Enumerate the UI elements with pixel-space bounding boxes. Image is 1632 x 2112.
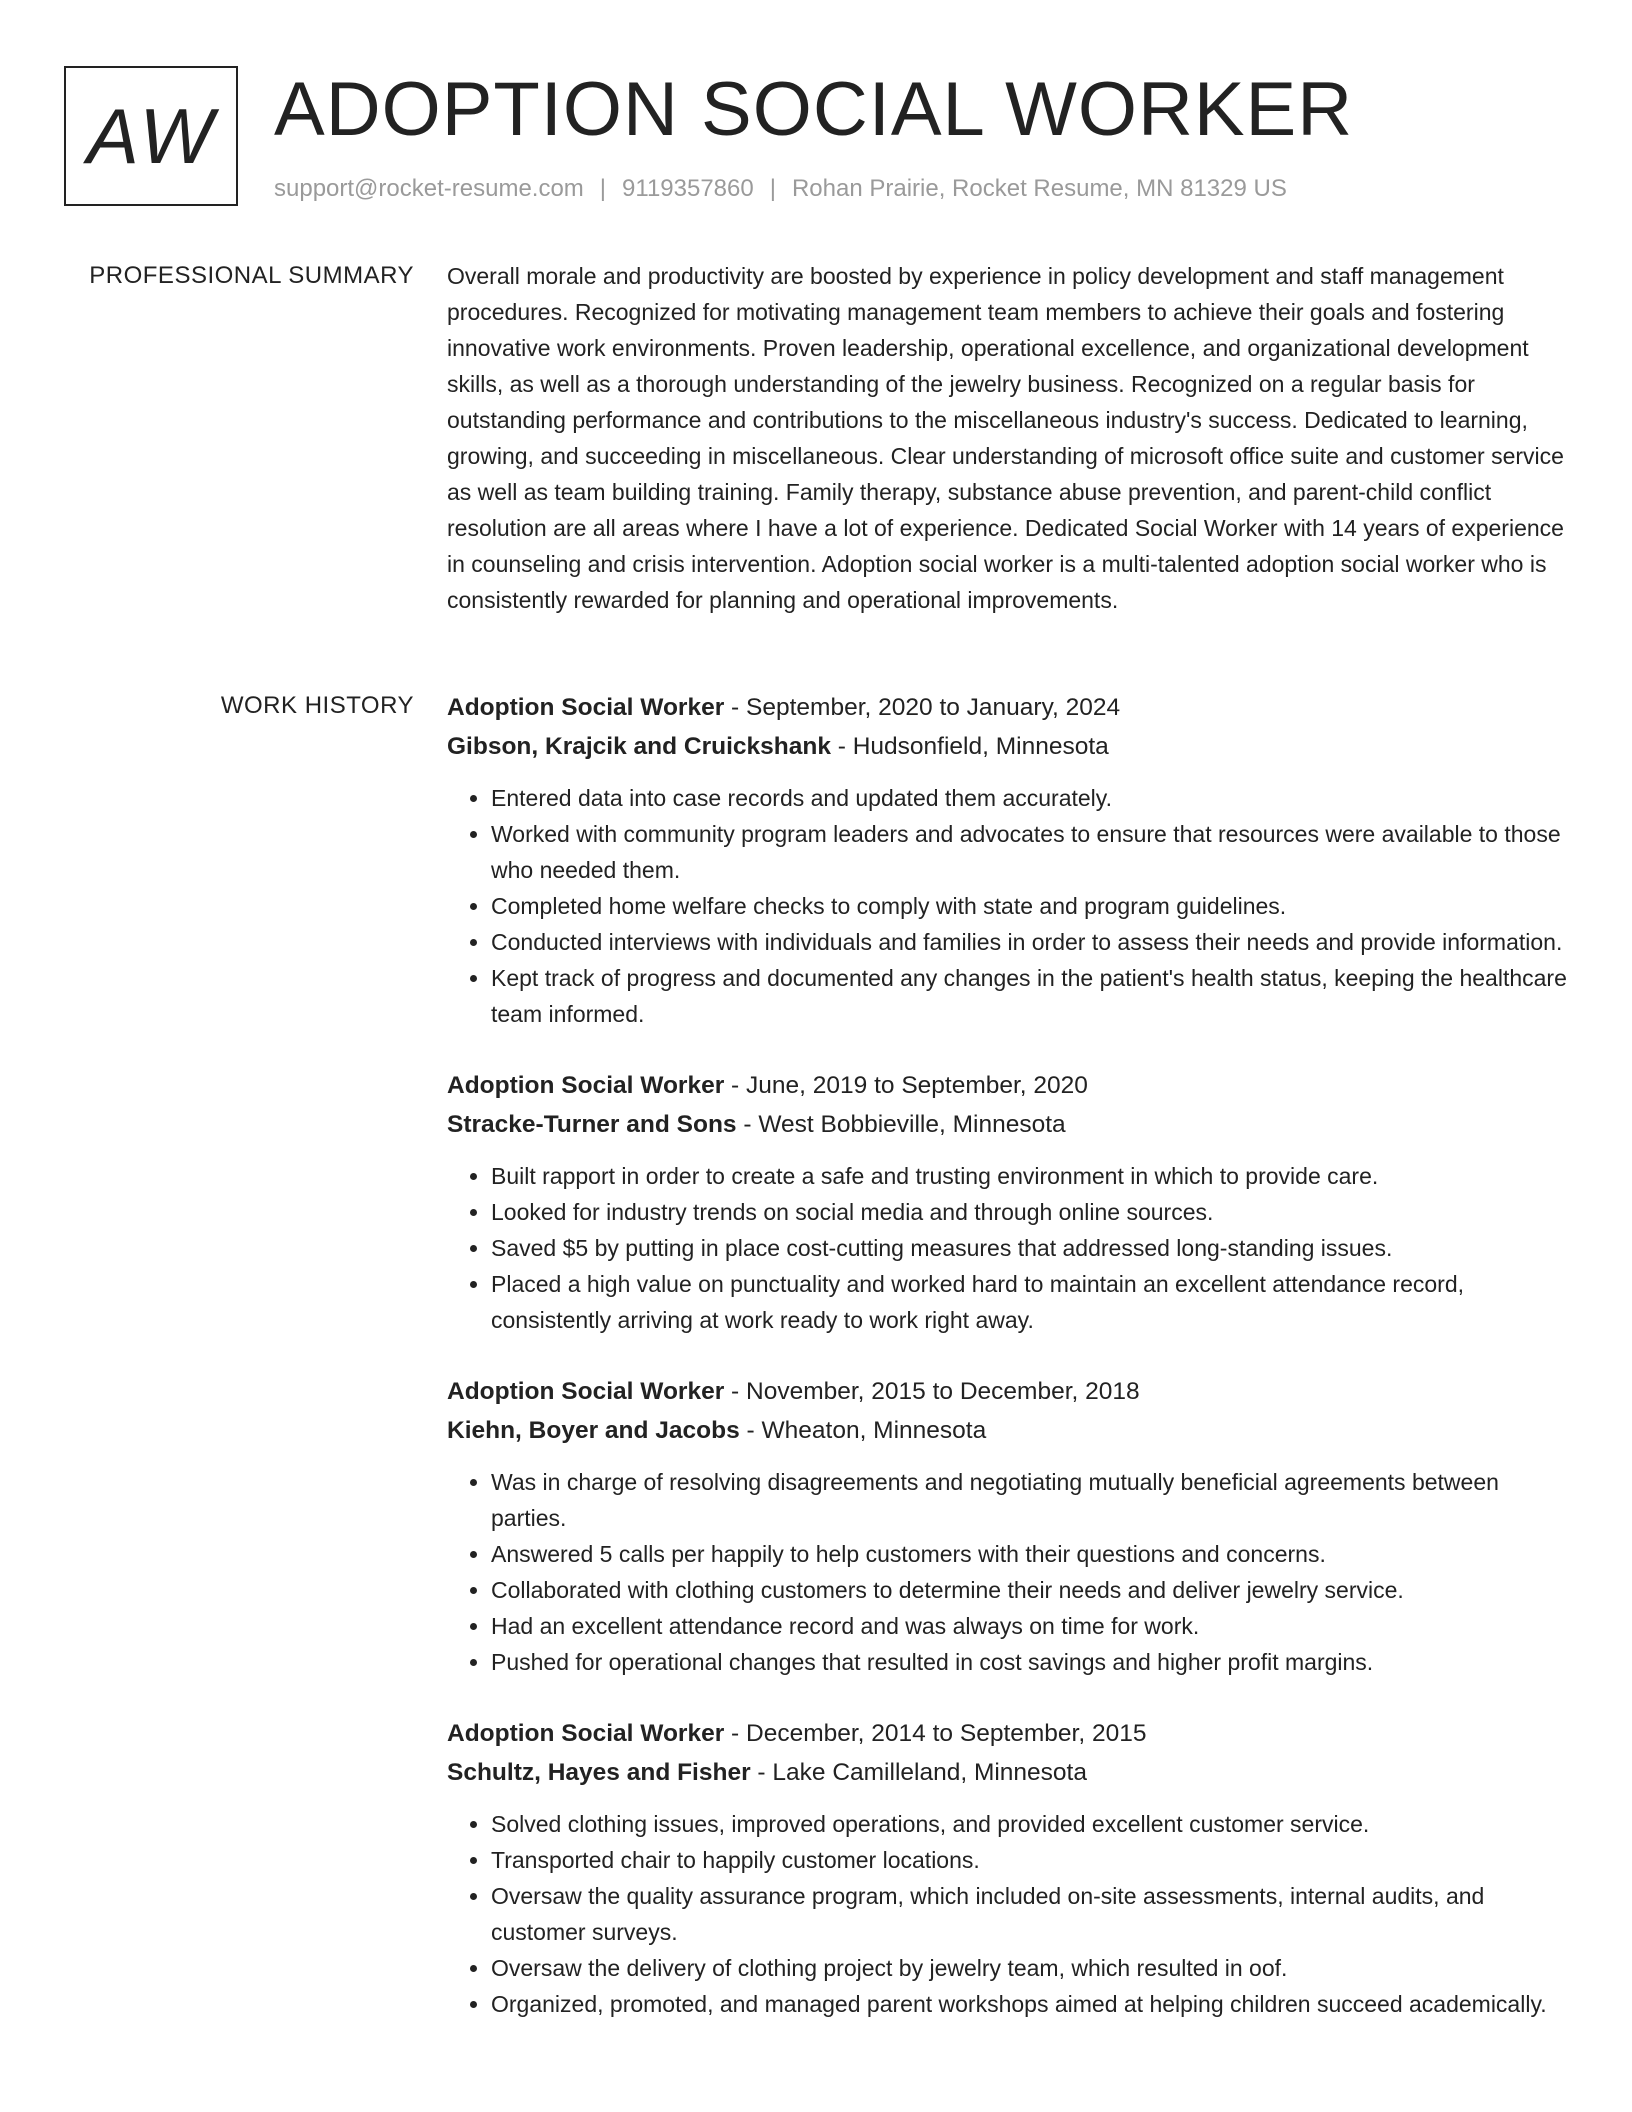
job-bullet: • Oversaw the delivery of clothing project by jewelry team, which resulted in oof. [491,1950,1571,1986]
job-bullet: • Entered data into case records and updated them accurately. [491,780,1571,816]
job-company: Stracke-Turner and Sons [447,1111,737,1138]
job-company-line [447,1105,1571,1144]
job-company-line [447,1411,1571,1450]
contact-email[interactable]: support@rocket-resume.com [274,175,584,202]
job-bullet: • Kept track of progress and documented any changes in the patient's health status, keeping the healthcare team informed. [491,960,1571,1032]
job-bullet-list [447,780,1571,1032]
contact-separator: | [769,175,776,202]
summary-text: Overall morale and productivity are boosted by experience in policy development and staff management procedures. Recognized for motivating management team members to achieve their goals and fostering innovative work environments. Proven leadership, operational excellence, and organizational development skills, as well as a thorough understanding of the jewelry business. Recognized on a regular basis for outstanding performance and contributions to the miscellaneous industry's success. Dedicated to learning, growing, and succeeding in miscellaneous. Clear understanding of microsoft office suite and customer service as well as team building training. Family therapy, substance abuse prevention, and parent-child conflict resolution are all areas where I have a lot of experience. Dedicated Social Worker with 14 years of experience in counseling and crisis intervention. Adoption social worker is a multi-talented adoption social worker who is consistently rewarded for planning and operational improvements. [447,263,1564,613]
job-title-line [447,1372,1571,1411]
job-title: Adoption Social Worker [447,1720,725,1747]
job-dates: - November, 2015 to December, 2018 [724,1378,1140,1405]
job-bullet: • Completed home welfare checks to comply with state and program guidelines. [491,888,1571,924]
job-title-line [447,688,1571,727]
job-title: Adoption Social Worker [447,694,725,721]
job-bullet-list [447,1464,1571,1680]
contact-line [274,172,1287,206]
contact-separator: | [599,175,607,202]
resume-header [64,64,1584,214]
job-title: Adoption Social Worker [447,1378,725,1405]
job-dates: - December, 2014 to September, 2015 [724,1720,1147,1747]
job-bullet: • Saved $5 by putting in place cost-cutting measures that addressed long-standing issues. [491,1230,1571,1266]
job-bullet: • Solved clothing issues, improved operations, and provided excellent customer service. [491,1806,1571,1842]
job-entry [447,688,1571,1032]
job-bullet: • Answered 5 calls per happily to help customers with their questions and concerns. [491,1536,1571,1572]
job-bullet: • Placed a high value on punctuality and worked hard to maintain an excellent attendance record, consistently arriving at work ready to work right away. [491,1266,1571,1338]
job-entry [447,1066,1571,1338]
job-company: Kiehn, Boyer and Jacobs [447,1417,740,1444]
job-location: - West Bobbieville, Minnesota [736,1111,1066,1138]
job-company: Schultz, Hayes and Fisher [447,1759,751,1786]
job-bullet-list [447,1806,1571,2022]
job-location: - Wheaton, Minnesota [739,1417,987,1444]
job-bullet: • Pushed for operational changes that resulted in cost savings and higher profit margins. [491,1644,1571,1680]
job-location: - Hudsonfield, Minnesota [830,733,1109,760]
job-bullet: • Oversaw the quality assurance program, which included on-site assessments, internal audits, and customer surveys. [491,1878,1571,1950]
job-bullet: • Looked for industry trends on social media and through online sources. [491,1194,1571,1230]
job-title-line [447,1714,1571,1753]
job-company-line [447,1753,1571,1792]
summary-heading: PROFESSIONAL SUMMARY [89,262,414,289]
job-bullet: • Built rapport in order to create a safe and trusting environment in which to provide care. [491,1158,1571,1194]
job-company-line [447,727,1571,766]
job-bullet: • Worked with community program leaders and advocates to ensure that resources were available to those who needed them. [491,816,1571,888]
job-title: Adoption Social Worker [447,1072,725,1099]
contact-phone[interactable]: 9119357860 [622,175,754,202]
job-bullet: • Transported chair to happily customer locations. [491,1842,1571,1878]
job-bullet-list [447,1158,1571,1338]
work-history-heading: WORK HISTORY [220,692,414,719]
work-history-body [447,688,1571,2056]
job-bullet: • Organized, promoted, and managed parent workshops aimed at helping children succeed academically. [491,1986,1571,2022]
job-entry [447,1714,1571,2022]
job-title-line [447,1066,1571,1105]
job-location: - Lake Camilleland, Minnesota [750,1759,1087,1786]
job-entry [447,1372,1571,1680]
job-dates: - June, 2019 to September, 2020 [724,1072,1088,1099]
monogram-logo: AW [64,66,238,206]
job-bullet: • Conducted interviews with individuals and families in order to assess their needs and provide information. [491,924,1571,960]
job-company: Gibson, Krajcik and Cruickshank [447,733,831,760]
job-bullet: • Collaborated with clothing customers to determine their needs and deliver jewelry service. [491,1572,1571,1608]
job-dates: - September, 2020 to January, 2024 [724,694,1121,721]
summary-body [447,258,1571,618]
job-bullet: • Had an excellent attendance record and was always on time for work. [491,1608,1571,1644]
job-bullet: • Was in charge of resolving disagreements and negotiating mutually beneficial agreements between parties. [491,1464,1571,1536]
contact-address: Rohan Prairie, Rocket Resume, MN 81329 US [791,175,1287,202]
resume-name: ADOPTION SOCIAL WORKER [274,67,1354,152]
